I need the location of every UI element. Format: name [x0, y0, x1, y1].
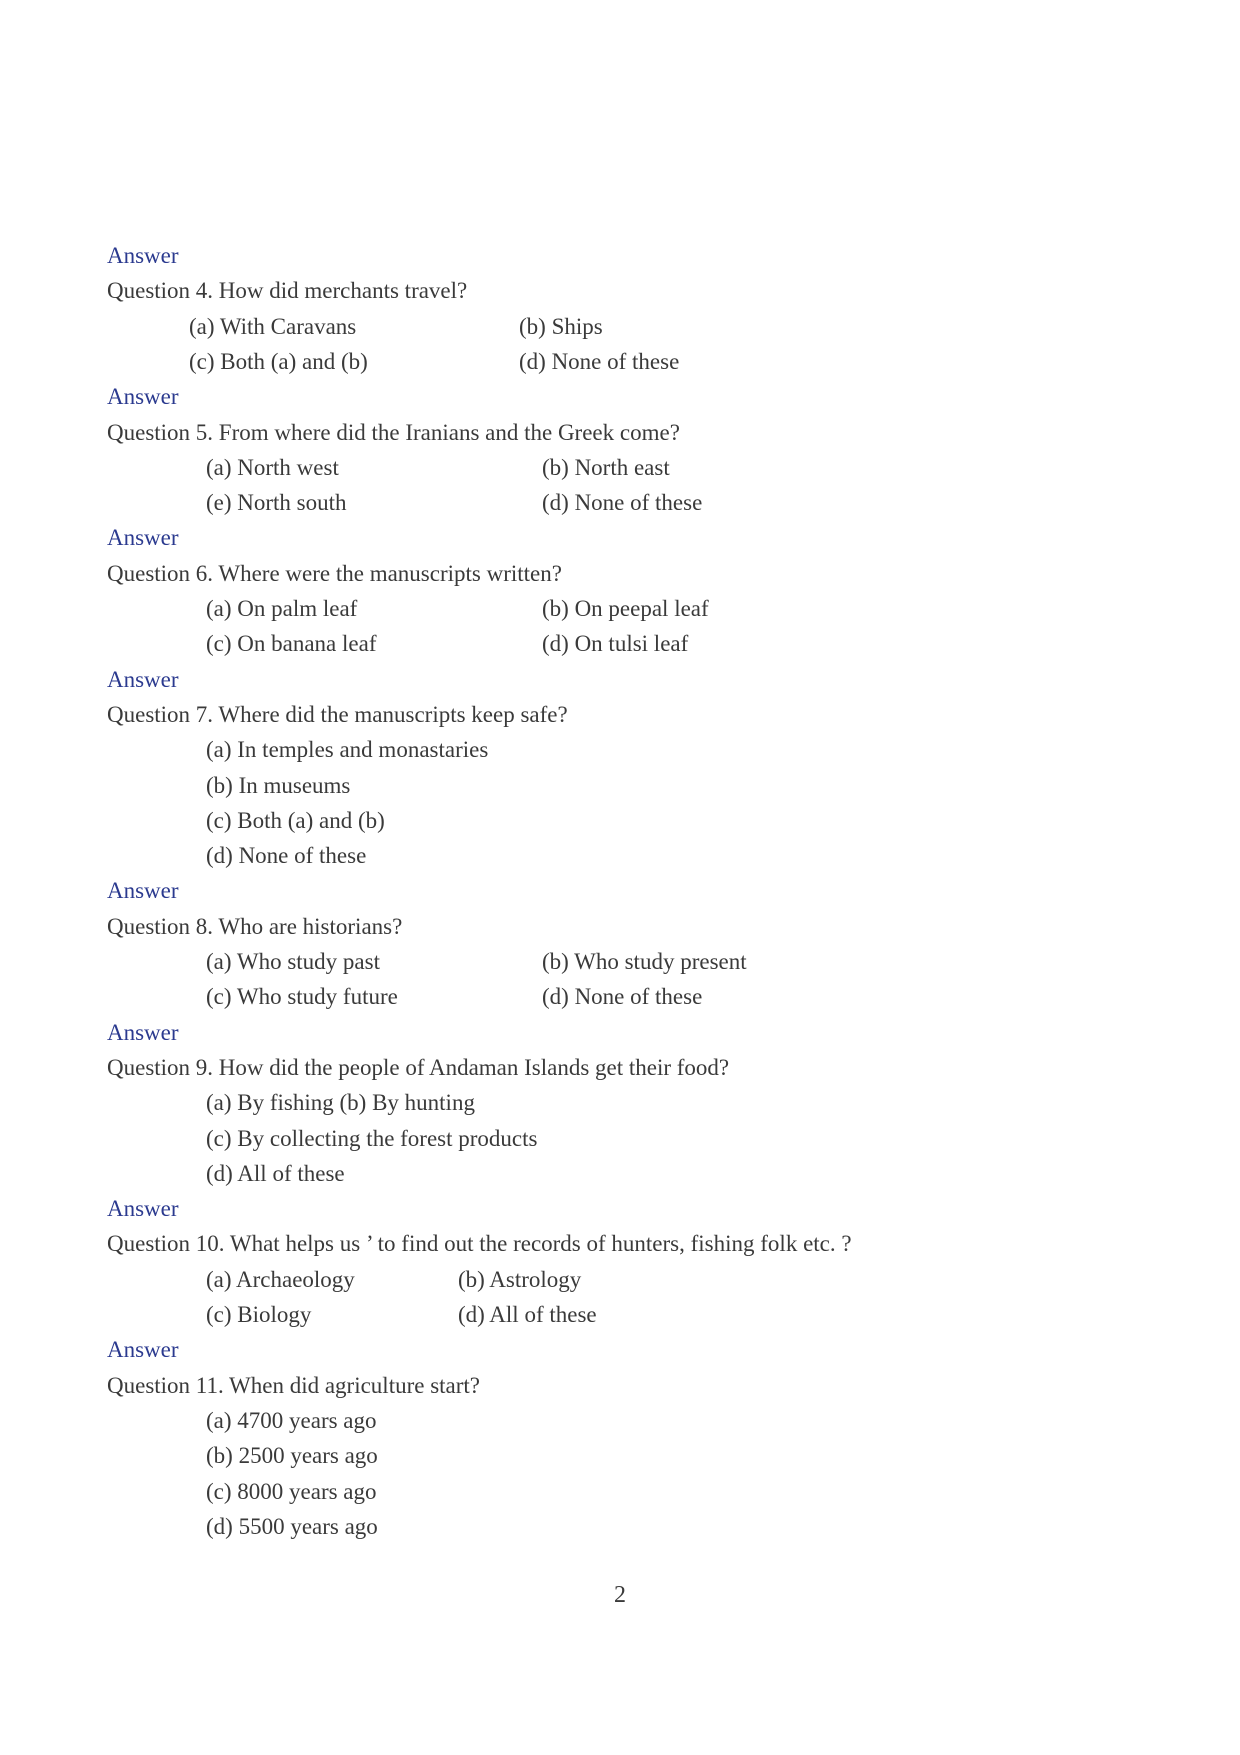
question-text: Question 10. What helps us ’ to find out the records of hunters, fishing folk etc. ? — [107, 1231, 852, 1256]
option-text: (c) Both (a) and (b) — [206, 808, 385, 833]
option-text: (a) With Caravans — [189, 314, 357, 339]
option-text: (c) Biology — [206, 1302, 312, 1327]
option-text: (a) Who study past — [206, 949, 380, 974]
option-text: (b) In museums — [206, 773, 351, 798]
option-text: (d) All of these — [206, 1161, 345, 1186]
question-text: Question 5. From where did the Iranians and the Greek come? — [107, 420, 680, 445]
question-text: Question 6. Where were the manuscripts written? — [107, 561, 562, 586]
option-text: (c) By collecting the forest products — [206, 1126, 538, 1151]
answer-link: Answer — [107, 1337, 179, 1362]
option-text: (d) 5500 years ago — [206, 1514, 378, 1539]
question-text: Question 8. Who are historians? — [107, 914, 403, 939]
answer-link: Answer — [107, 1196, 179, 1221]
option-text: (a) 4700 years ago — [206, 1408, 377, 1433]
option-text: (c) Who study future — [206, 984, 398, 1009]
option-text: (e) North south — [206, 490, 347, 515]
option-text: (b) Who study present — [542, 949, 747, 974]
option-text: (d) None of these — [206, 843, 367, 868]
option-text: (d) None of these — [519, 349, 680, 374]
option-text: (d) All of these — [458, 1302, 597, 1327]
option-text: (c) 8000 years ago — [206, 1479, 377, 1504]
question-text: Question 4. How did merchants travel? — [107, 278, 468, 303]
answer-link: Answer — [107, 384, 179, 409]
question-text: Question 9. How did the people of Andaman Islands get their food? — [107, 1055, 730, 1080]
option-text: (b) Astrology — [458, 1267, 582, 1292]
option-text: (d) On tulsi leaf — [542, 631, 689, 656]
answer-link: Answer — [107, 243, 179, 268]
option-text: (a) By fishing (b) By hunting — [206, 1090, 475, 1115]
option-text: (c) On banana leaf — [206, 631, 377, 656]
answer-link: Answer — [107, 525, 179, 550]
option-text: (a) Archaeology — [206, 1267, 355, 1292]
option-text: (a) On palm leaf — [206, 596, 358, 621]
answer-link: Answer — [107, 878, 179, 903]
question-text: Question 7. Where did the manuscripts keep safe? — [107, 702, 568, 727]
option-text: (d) None of these — [542, 984, 703, 1009]
option-text: (b) Ships — [519, 314, 603, 339]
option-text: (b) 2500 years ago — [206, 1443, 378, 1468]
option-text: (b) North east — [542, 455, 670, 480]
option-text: (d) None of these — [542, 490, 703, 515]
option-text: (a) In temples and monastaries — [206, 737, 489, 762]
option-text: (c) Both (a) and (b) — [189, 349, 368, 374]
option-text: (a) North west — [206, 455, 339, 480]
answer-link: Answer — [107, 1020, 179, 1045]
question-text: Question 11. When did agriculture start? — [107, 1373, 481, 1398]
option-text: (b) On peepal leaf — [542, 596, 709, 621]
page-number: 2 — [614, 1582, 626, 1608]
answer-link: Answer — [107, 667, 179, 692]
